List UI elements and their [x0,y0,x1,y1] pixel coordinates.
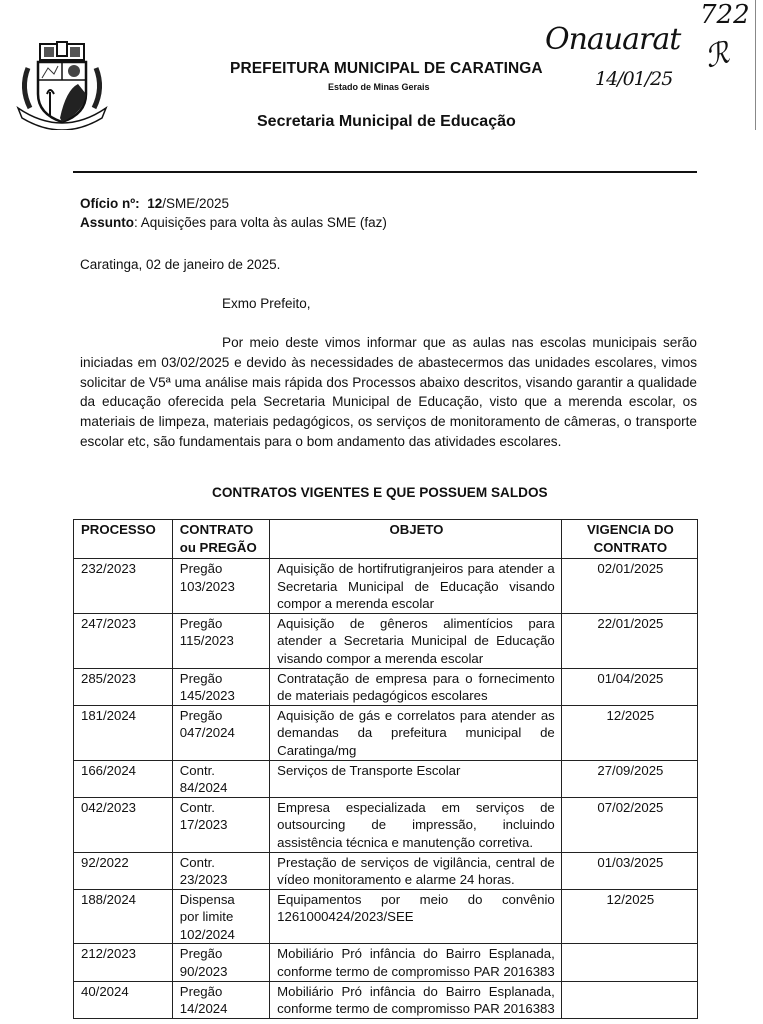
cell-vigencia: 12/2025 [561,889,697,944]
cell-objeto: Aquisição de hortifrutigranjeiros para atender a Secretaria Municipal de Educação visando compor a merenda escolar [270,559,562,614]
oficio-suffix: /SME/2025 [162,196,230,211]
oficio-label: Ofício nº: [80,196,140,211]
body-paragraph [80,333,697,452]
header-contrato-line2: ou PREGÃO [179,539,257,555]
header-vigencia-line1: VIGENCIA DO [587,522,674,537]
cell-contrato-type: Pregão [179,983,223,999]
cell-vigencia: 12/2025 [561,705,697,760]
table-row [74,613,698,668]
signature-date: 14/01/25 [595,68,673,90]
table-row [74,944,698,981]
cell-contrato-type: Dispensa [179,891,235,907]
cell-objeto: Equipamentos por meio do convênio 1261000424/2023/SEE [270,889,562,944]
prefeitura-title: PREFEITURA MUNICIPAL DE CARATINGA [230,60,543,77]
contracts-table [73,519,698,1019]
handwritten-page-number: 722 [700,0,750,30]
header-divider [73,171,697,173]
cell-contrato-type: Pregão [179,946,223,962]
secretaria-title: Secretaria Municipal de Educação [257,113,516,130]
cell-objeto: Empresa especializada em serviços de outsourcing de impressão, incluindo assistência técnica e manutenção corretiva. [270,797,562,852]
cell-contrato [172,852,269,889]
place-date: Caratinga, 02 de janeiro de 2025. [80,257,281,272]
table-row [74,668,698,705]
cell-processo: 181/2024 [74,705,173,760]
cell-contrato [172,613,269,668]
cell-processo: 188/2024 [74,889,173,944]
cell-objeto: Mobiliário Pró infância do Bairro Esplanada, conforme termo de compromisso PAR 2016383 [270,944,562,981]
cell-contrato [172,889,269,944]
cell-contrato-number: 103/2023 [179,578,235,594]
cell-vigencia: 01/03/2025 [561,852,697,889]
cell-vigencia: 02/01/2025 [561,559,697,614]
cell-objeto: Aquisição de gás e correlatos para atender as demandas da prefeitura municipal de Caratinga/mg [270,705,562,760]
table-row [74,981,698,1018]
table-row [74,852,698,889]
cell-objeto: Prestação de serviços de vigilância, central de vídeo monitoramento e alarme 24 horas. [270,852,562,889]
cell-contrato-number: 115/2023 [179,633,234,649]
cell-contrato-number: 90/2023 [179,964,228,980]
cell-contrato-number: 14/2024 [179,1001,228,1017]
cell-vigencia: 27/09/2025 [561,760,697,797]
cell-contrato-type: Contr. [179,762,215,778]
cell-contrato-detail: por limite [179,909,234,925]
header-vigencia-line2: CONTRATO [593,539,668,555]
cell-contrato [172,559,269,614]
cell-contrato [172,981,269,1018]
table-row [74,559,698,614]
handwritten-initials: ℛ [700,35,734,76]
table-title: CONTRATOS VIGENTES E QUE POSSUEM SALDOS [212,485,548,500]
cell-contrato-type: Contr. [179,799,215,815]
header-vigencia [561,520,697,559]
cell-objeto: Serviços de Transporte Escolar [270,760,562,797]
cell-processo: 212/2023 [74,944,173,981]
table-row [74,760,698,797]
cell-processo: 042/2023 [74,797,173,852]
cell-contrato-number: 102/2024 [179,926,235,942]
cell-processo: 285/2023 [74,668,173,705]
cell-contrato [172,760,269,797]
cell-contrato-number: 047/2024 [179,725,235,741]
cell-contrato [172,705,269,760]
signature-name: Onauarat [545,22,681,57]
oficio-line [80,196,229,211]
header-processo: PROCESSO [74,520,173,559]
cell-objeto: Aquisição de gêneros alimentícios para atender a Secretaria Municipal de Educação visando compor a merenda escolar [270,613,562,668]
cell-contrato [172,797,269,852]
cell-contrato-type: Pregão [179,615,223,631]
assunto-label: Assunto [80,215,134,230]
cell-vigencia [561,981,697,1018]
cell-processo: 166/2024 [74,760,173,797]
header-contrato-line1: CONTRATO [179,522,254,537]
header-objeto: OBJETO [270,520,562,559]
oficio-number: 12 [147,196,163,211]
estado-subtitle: Estado de Minas Gerais [328,82,430,92]
assunto-line [80,215,387,230]
cell-vigencia: 22/01/2025 [561,613,697,668]
cell-contrato-type: Pregão [179,561,223,576]
cell-contrato [172,668,269,705]
table-row [74,705,698,760]
cell-processo: 247/2023 [74,613,173,668]
cell-vigencia: 01/04/2025 [561,668,697,705]
salutation: Exmo Prefeito, [222,296,311,311]
cell-processo: 232/2023 [74,559,173,614]
cell-contrato [172,944,269,981]
table-header-row [74,520,698,559]
scan-edge-line [755,0,756,130]
table-row [74,889,698,944]
cell-processo: 40/2024 [74,981,173,1018]
cell-objeto: Mobiliário Pró infância do Bairro Esplanada, conforme termo de compromisso PAR 2016383 [270,981,562,1018]
municipal-crest-icon [14,38,110,130]
cell-contrato-number: 17/2023 [179,817,228,833]
body-text: Por meio deste vimos informar que as aulas nas escolas municipais serão iniciadas em 03/02/2025 e devido às necessidades de abastecermos das unidades escolares, vimos solicitar de V5ª uma análise mais rápida dos Processos abaixo descritos, visando garantir a qualidade da educação oferecida pela Secretaria Municipal de Educação, visto que a merenda escolar, os materiais de limpeza, materiais pedagógicos, os serviços de monitoramento de câmeras, o transporte escolar etc, são fundamentais para o bom andamento das atividades escolares. [80,335,697,449]
handwritten-signature [545,22,685,92]
cell-contrato-number: 84/2024 [179,780,228,796]
cell-processo: 92/2022 [74,852,173,889]
cell-contrato-number: 23/2023 [179,872,228,888]
cell-objeto: Contratação de empresa para o fornecimento de materiais pedagógicos escolares [270,668,562,705]
cell-contrato-type: Pregão [179,670,223,686]
cell-vigencia [561,944,697,981]
table-row [74,797,698,852]
cell-contrato-type: Contr. [179,854,215,870]
cell-contrato-type: Pregão [179,707,223,723]
cell-contrato-number: 145/2023 [179,688,235,704]
header-contrato [172,520,269,559]
cell-vigencia: 07/02/2025 [561,797,697,852]
assunto-value: : Aquisições para volta às aulas SME (faz) [134,215,387,230]
